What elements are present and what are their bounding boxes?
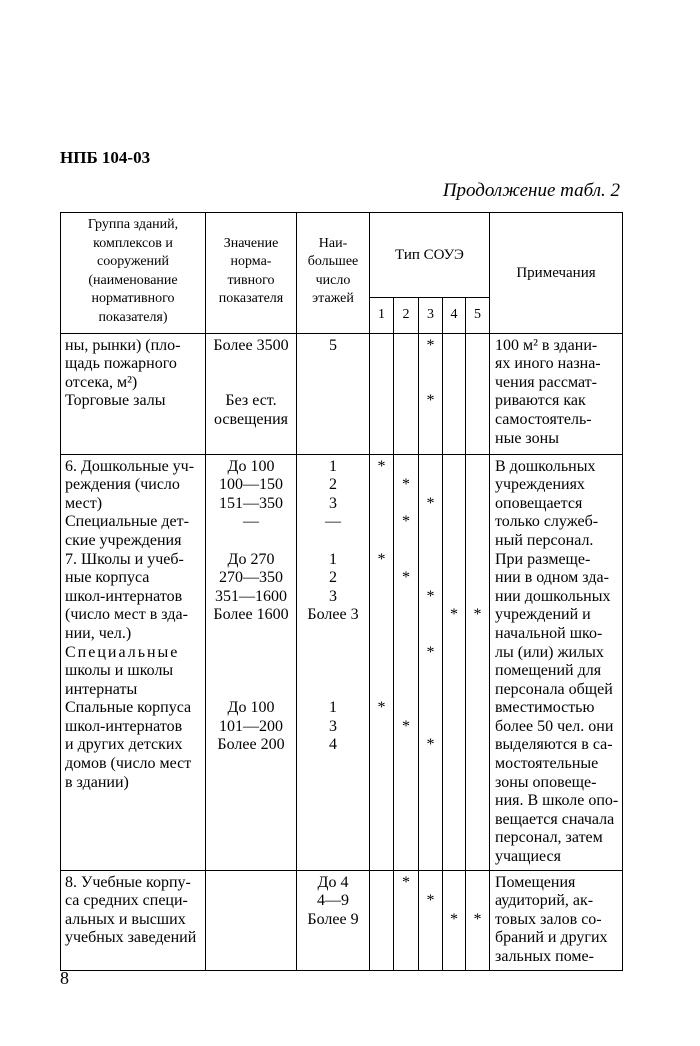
cell-line: (число мест в зда- [65,606,188,624]
cell-line: ях иного назна- [495,355,601,373]
cell-line [394,606,418,625]
cell-line: * [426,643,435,661]
column-header-notes: Примечания [490,213,623,334]
cell-line: нормативного [91,291,175,307]
cell-line [370,569,393,588]
cell-line: 100—150 [219,476,283,494]
row-type3-mark [419,870,443,970]
cell-line [419,718,442,737]
document-code: НПБ 104-03 [60,148,151,167]
cell-line [466,532,489,551]
cell-line: 8. Учебные корпу- [65,873,191,891]
cell-line [419,551,442,570]
cell-line [370,662,393,681]
cell-line: показателя [218,291,284,307]
cell-line: аудиторий, ак- [495,892,594,910]
cell-line: Торговые залы [65,392,166,410]
cell-line: * [450,606,458,624]
cell-line [370,625,393,644]
cell-line: При размеще- [495,550,591,568]
row-type5-mark [466,870,490,970]
cell-line [466,892,489,911]
row-floors [297,454,370,870]
cell-line: Без ест. [225,392,277,410]
cell-line: 4—9 [317,892,349,910]
row-type5-mark [466,454,490,870]
cell-line: * [402,569,410,587]
cell-line: — [243,513,259,531]
cell-line: Более 3 [307,606,359,624]
cell-line [419,532,442,551]
cell-line [443,458,465,477]
table-continuation-caption: Продолжение табл. 2 [442,180,620,201]
cell-line [299,662,367,681]
cell-line: 6. Дошкольные уч- [65,457,195,475]
cell-line: товых залов со- [495,910,602,928]
cell-line: До 100 [227,699,275,717]
cell-line: 1 [329,699,337,717]
row-notes [490,870,623,970]
column-header-floors [297,213,370,334]
cell-line: мостоятельные [495,755,599,773]
soue-type-5: 5 [466,298,490,333]
cell-line [466,551,489,570]
cell-line: 151—350 [219,494,283,512]
cell-line: щадь пожарного [65,355,177,373]
cell-line: помещений для [495,662,602,680]
cell-line: оповещается [495,494,583,512]
cell-line: комплексов и [93,235,173,251]
cell-line [208,681,294,700]
cell-line [419,374,442,393]
cell-line: В дошкольных [495,457,596,475]
soue-type-4: 4 [443,298,466,333]
cell-line: браний и других [495,929,608,947]
cell-line [419,874,442,893]
cell-line: 100 м² в здани- [495,336,598,354]
cell-line [394,625,418,644]
cell-line: 2 [329,569,337,587]
cell-line: До 4 [317,873,349,891]
cell-line [208,374,294,393]
cell-line: Более 1600 [213,606,289,624]
cell-line: 351—1600 [215,587,287,605]
cell-line [419,681,442,700]
table-row [61,870,623,970]
cell-line: лы (или) жилых [495,643,604,661]
cell-line: сооружений [96,254,170,270]
row-type1-mark [370,333,394,454]
cell-line: 3 [329,717,337,735]
cell-line [443,588,465,607]
cell-line [419,355,442,374]
cell-line [466,874,489,893]
cell-line: отсека, м²) [65,373,138,391]
cell-line [299,644,367,663]
soue-type-1: 1 [370,298,394,333]
cell-line [419,476,442,495]
cell-line: самостоятель- [495,410,592,428]
cell-line: * [473,910,482,928]
cell-line [394,681,418,700]
cell-line: * [402,513,410,531]
cell-line: Наи- [318,235,348,251]
cell-line [394,551,418,570]
cell-line [299,681,367,700]
cell-line: вместимостью [495,699,595,717]
row-group-name [61,454,206,870]
row-type1-mark [370,870,394,970]
row-floors [297,333,370,454]
cell-line: * [402,476,410,494]
cell-line: * [402,717,410,735]
cell-line: учащиеся [495,848,561,866]
cell-line [208,625,294,644]
soue-requirements-table [60,212,623,971]
cell-line [394,588,418,607]
cell-line: школ-интернатов [65,717,183,735]
cell-line [370,476,393,495]
cell-line: Более 3500 [213,336,289,354]
cell-line: ный персонал. [495,531,594,549]
cell-line: Спальные корпуса [65,699,192,717]
cell-line [370,588,393,607]
cell-line [394,458,418,477]
cell-line: До 100 [227,457,275,475]
cell-line: риваются как [495,392,586,410]
cell-line [443,569,465,588]
cell-line [419,458,442,477]
cell-line [466,476,489,495]
cell-line: мест) [65,494,103,512]
cell-line: 3 [329,494,337,512]
column-header-value [206,213,297,334]
cell-line [370,495,393,514]
cell-line: 5 [329,336,337,354]
cell-line [208,532,294,551]
cell-line: в здании) [65,773,129,791]
cell-line: Группа зданий, [87,217,179,232]
column-header-soue-type: Тип СОУЭ [370,213,490,298]
row-type5-mark [466,333,490,454]
cell-line [419,625,442,644]
cell-line: Более 200 [217,736,285,754]
cell-line [370,681,393,700]
cell-line: реждения (число [65,476,180,494]
cell-line [419,662,442,681]
cell-line [443,495,465,514]
row-value [206,870,297,970]
cell-line [419,569,442,588]
cell-line: Специальные [65,643,180,661]
cell-line: са средних специ- [65,892,188,910]
cell-line: учебных заведений [65,929,197,947]
cell-line: число [315,272,351,288]
row-type4-mark [443,870,466,970]
cell-line [370,606,393,625]
cell-line: и других детских [65,736,183,754]
cell-line: ния. В школе опо- [495,792,619,810]
cell-line [443,513,465,532]
cell-line [370,644,393,663]
row-notes [490,333,623,454]
cell-line: 1 [329,457,337,475]
cell-line: ны, рынки) (пло- [65,336,181,354]
cell-line: зальных поме- [495,948,594,965]
cell-line: * [426,892,435,910]
cell-line [466,458,489,477]
cell-line: нии в одном зда- [495,569,609,587]
cell-line [299,625,367,644]
cell-line: * [426,587,435,605]
row-type2-mark [394,870,419,970]
cell-line: * [426,494,435,512]
row-group-name [61,870,206,970]
cell-line [466,495,489,514]
row-type2-mark [394,333,419,454]
cell-line: * [377,457,386,475]
cell-line: 3 [329,587,337,605]
cell-line: — [325,513,341,531]
cell-line [299,355,367,374]
cell-line: Более 9 [307,910,359,928]
cell-line [394,662,418,681]
cell-line: * [377,550,386,568]
cell-line: интернаты [65,680,138,698]
cell-line: Помещения [495,873,576,891]
cell-line: * [426,736,435,754]
cell-line [208,662,294,681]
cell-line: школ-интернатов [65,587,183,605]
cell-line: ные зоны [495,429,559,447]
cell-line: 270—350 [219,569,283,587]
cell-line: * [402,873,410,891]
cell-line: чения рассмат- [495,373,597,391]
cell-line [419,513,442,532]
cell-line: показателя) [98,309,168,325]
cell-line: этажей [312,291,354,307]
cell-line [299,374,367,393]
cell-line: До 270 [227,550,275,568]
cell-line: нии, чел.) [65,624,132,642]
table-row [61,454,623,870]
cell-line [394,699,418,718]
page-number: 8 [60,968,69,988]
cell-line: альных и высших [65,910,186,928]
cell-line [208,355,294,374]
cell-line: зоны оповеще- [495,773,597,791]
cell-line: Значение [223,235,279,251]
cell-line: норма- [230,254,272,270]
cell-line: 2 [329,476,337,494]
cell-line [299,392,367,411]
cell-line [394,644,418,663]
cell-line [466,588,489,607]
cell-line: ские учреждения [65,531,182,549]
cell-line [299,411,367,430]
cell-line [443,892,465,911]
row-type1-mark [370,454,394,870]
cell-line [466,513,489,532]
cell-line [443,476,465,495]
row-type4-mark [443,454,466,870]
cell-line: 7. Школы и учеб- [65,550,184,568]
cell-line: домов (число мест [65,755,192,773]
cell-line [370,513,393,532]
cell-line: Специальные дет- [65,513,189,531]
cell-line [394,532,418,551]
row-type2-mark [394,454,419,870]
cell-line: начальной шко- [495,624,603,642]
row-group-name [61,333,206,454]
cell-line: тивного [227,272,275,288]
cell-line [443,874,465,893]
cell-line [443,532,465,551]
table-row [61,333,623,454]
cell-line [299,532,367,551]
row-type3-mark [419,333,443,454]
cell-line: * [450,910,458,928]
cell-line: вещается сначала [495,810,615,828]
cell-line: персонала общей [495,680,613,698]
soue-type-3: 3 [419,298,443,333]
row-value [206,454,297,870]
cell-line: * [473,606,482,624]
row-type4-mark [443,333,466,454]
cell-line [419,606,442,625]
cell-line: выделяются в са- [495,736,613,754]
cell-line: 4 [329,736,337,754]
row-type3-mark [419,454,443,870]
cell-line: учреждениях [495,476,585,494]
cell-line [443,551,465,570]
cell-line: более 50 чел. они [495,717,614,735]
row-value [206,333,297,454]
cell-line: 101—200 [219,717,283,735]
row-floors [297,870,370,970]
cell-line: нии дошкольных [495,587,611,605]
row-notes [490,454,623,870]
cell-line: персонал, затем [495,829,603,847]
cell-line: большее [307,254,359,270]
cell-line: только служеб- [495,513,599,531]
cell-line: 1 [329,550,337,568]
cell-line: * [377,699,386,717]
cell-line [394,495,418,514]
cell-line: (наименование [88,272,178,288]
soue-type-2: 2 [394,298,419,333]
cell-line [208,644,294,663]
cell-line: школы и школы [65,662,174,680]
cell-line [466,569,489,588]
cell-line: учреждений и [495,606,591,624]
cell-line: * [426,392,435,410]
cell-line [419,699,442,718]
cell-line: * [426,336,435,354]
cell-line: ные корпуса [65,569,150,587]
column-header-group [61,213,206,334]
cell-line: освещения [214,410,288,428]
cell-line [370,532,393,551]
